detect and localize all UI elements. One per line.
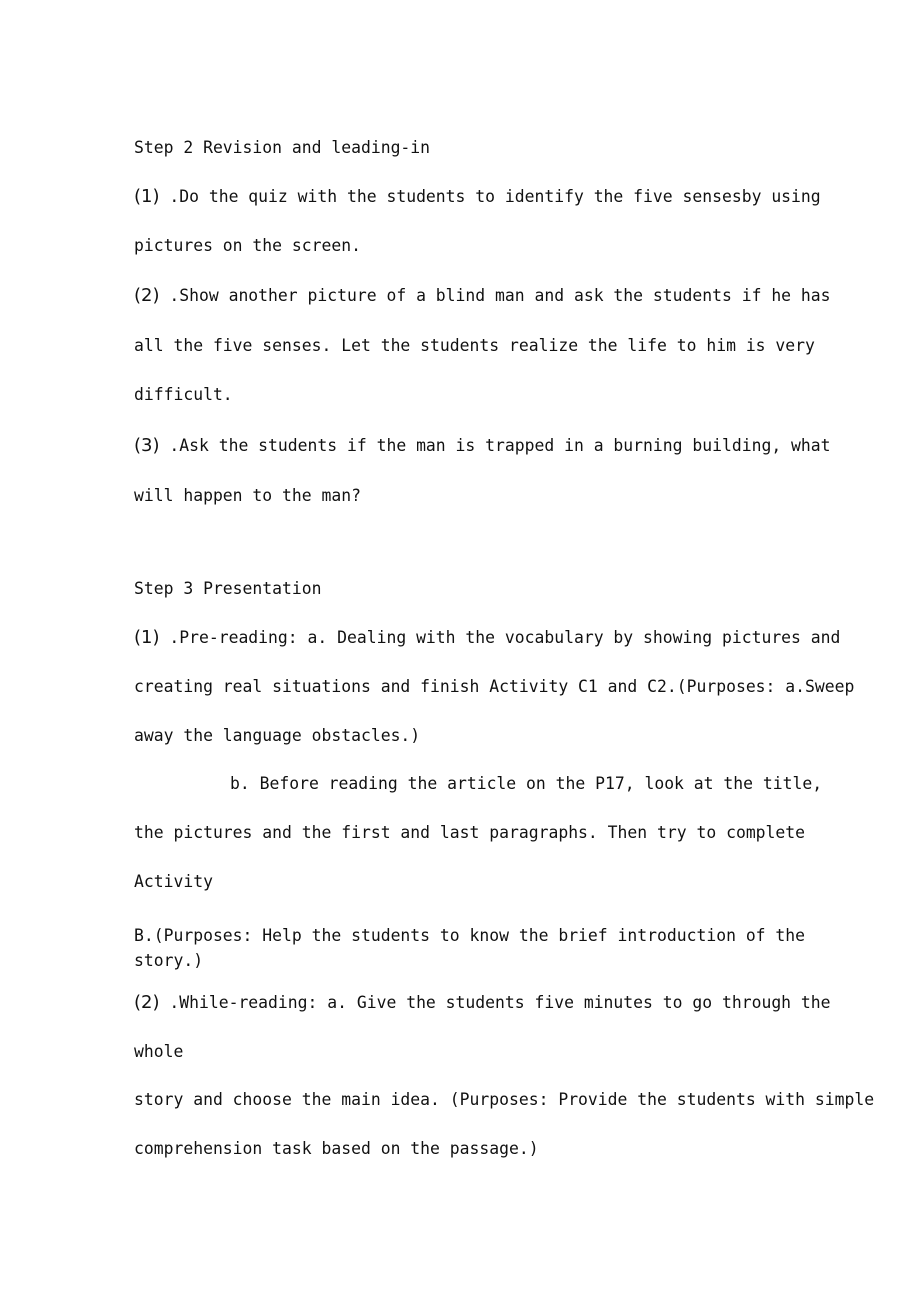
step2-item2-line1 <box>134 285 831 307</box>
step3-item1-sub-b-line2: the pictures and the first and last paragraphs. Then try to complete <box>134 823 806 842</box>
step2-item2-line2: all the five senses. Let the students realize the life to him is very <box>134 336 815 355</box>
step2-item3-line2: will happen to the man? <box>134 486 361 505</box>
step3-item1-sub-b-line1: b. Before reading the article on the P17, look at the title, <box>230 774 823 793</box>
step2-item3-text: .Ask the students if the man is trapped in a burning building, what <box>159 436 831 455</box>
step3-item1-sub-b-line3: Activity <box>134 872 213 891</box>
step3-item1-sub-b-line5: story.) <box>134 951 204 970</box>
step2-item2-text: .Show another picture of a blind man and ask the students if he has <box>159 286 831 305</box>
step3-item2-line2: whole <box>134 1042 184 1061</box>
step3-item1-text: .Pre-reading: a. Dealing with the vocabulary by showing pictures and <box>159 628 841 647</box>
step3-item2-line1 <box>134 992 831 1014</box>
step3-item1-sub-b-line4: B.(Purposes: Help the students to know the brief introduction of the <box>134 926 806 945</box>
step3-heading: Step 3 Presentation <box>134 579 322 598</box>
step2-item1-number: (1) <box>134 186 160 207</box>
step2-item3-number: (3) <box>134 435 160 456</box>
step3-item1-line2: creating real situations and finish Activity C1 and C2.(Purposes: a.Sweep <box>134 677 855 696</box>
step2-item1-text: .Do the quiz with the students to identify the five sensesby using <box>159 187 821 206</box>
step3-item2-line3: story and choose the main idea. (Purposes: Provide the students with simple <box>134 1090 875 1109</box>
step2-item1-line2: pictures on the screen. <box>134 236 361 255</box>
step3-item2-number: (2) <box>134 992 160 1013</box>
step2-item1-line1 <box>134 186 821 208</box>
step2-item2-line3: difficult. <box>134 385 233 404</box>
step3-item1-number: (1) <box>134 627 160 648</box>
step2-heading: Step 2 Revision and leading-in <box>134 138 431 157</box>
step2-item2-number: (2) <box>134 285 160 306</box>
step3-item1-line3: away the language obstacles.) <box>134 726 421 745</box>
step3-item1-line1 <box>134 627 840 649</box>
step3-item2-text: .While-reading: a. Give the students five minutes to go through the <box>159 993 831 1012</box>
step2-item3-line1 <box>134 435 831 457</box>
step3-item2-line4: comprehension task based on the passage.) <box>134 1139 539 1158</box>
